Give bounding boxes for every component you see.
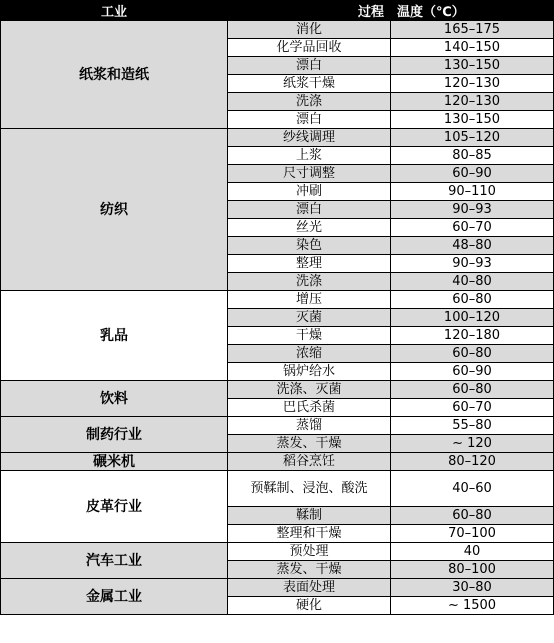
industry-cell: 金属工业: [1, 579, 228, 615]
table-row: [1, 291, 554, 309]
temperature-cell: 40–80: [391, 273, 554, 291]
temperature-cell: 55–80: [391, 417, 554, 435]
process-cell: 漂白: [228, 201, 391, 219]
table-row: [1, 21, 554, 39]
process-cell: 整理: [228, 255, 391, 273]
process-cell: 灭菌: [228, 309, 391, 327]
process-cell: 巴氏杀菌: [228, 399, 391, 417]
header-temperature: 温度（℃）: [391, 1, 554, 21]
temperature-cell: 60–80: [391, 345, 554, 363]
process-cell: 漂白: [228, 57, 391, 75]
table-row: [1, 579, 554, 597]
temperature-cell: 70–100: [391, 525, 554, 543]
process-cell: 干燥: [228, 327, 391, 345]
process-cell: 预处理: [228, 543, 391, 561]
process-cell: 蒸发、干燥: [228, 435, 391, 453]
process-cell: 洗涤: [228, 273, 391, 291]
process-cell: 尺寸调整: [228, 165, 391, 183]
temperature-cell: 90–110: [391, 183, 554, 201]
process-cell: 丝光: [228, 219, 391, 237]
temperature-cell: 30–80: [391, 579, 554, 597]
temperature-cell: ~ 120: [391, 435, 554, 453]
temperature-cell: 40–60: [391, 471, 554, 507]
temperature-cell: 60–80: [391, 291, 554, 309]
temperature-cell: 100–120: [391, 309, 554, 327]
temperature-cell: 90–93: [391, 255, 554, 273]
temperature-cell: 60–70: [391, 219, 554, 237]
process-cell: 表面处理: [228, 579, 391, 597]
temperature-cell: ~ 1500: [391, 597, 554, 615]
process-cell: 锅炉给水: [228, 363, 391, 381]
industry-cell: 纺织: [1, 129, 228, 291]
temperature-cell: 60–90: [391, 363, 554, 381]
process-cell: 鞣制: [228, 507, 391, 525]
header-process: 过程: [228, 1, 391, 21]
table-row: [1, 417, 554, 435]
process-cell: 预鞣制、浸泡、酸洗: [228, 471, 391, 507]
industry-cell: 制药行业: [1, 417, 228, 453]
process-cell: 整理和干燥: [228, 525, 391, 543]
industry-cell: 乳品: [1, 291, 228, 381]
process-cell: 蒸馏: [228, 417, 391, 435]
process-cell: 洗涤: [228, 93, 391, 111]
temperature-cell: 60–70: [391, 399, 554, 417]
industry-cell: 纸浆和造纸: [1, 21, 228, 129]
process-cell: 染色: [228, 237, 391, 255]
process-cell: 硬化: [228, 597, 391, 615]
process-cell: 上浆: [228, 147, 391, 165]
temperature-cell: 130–150: [391, 111, 554, 129]
process-cell: 浓缩: [228, 345, 391, 363]
process-cell: 增压: [228, 291, 391, 309]
temperature-cell: 80–85: [391, 147, 554, 165]
temperature-cell: 120–130: [391, 75, 554, 93]
table-row: [1, 471, 554, 507]
temperature-cell: 140–150: [391, 39, 554, 57]
temperature-cell: 105–120: [391, 129, 554, 147]
table-body: [1, 21, 554, 615]
industry-cell: 皮革行业: [1, 471, 228, 543]
temperature-cell: 48–80: [391, 237, 554, 255]
temperature-cell: 40: [391, 543, 554, 561]
header-row: [1, 1, 554, 21]
industry-cell: 汽车工业: [1, 543, 228, 579]
temperature-cell: 60–80: [391, 381, 554, 399]
header-industry: 工业: [1, 1, 228, 21]
temperature-cell: 60–90: [391, 165, 554, 183]
industry-cell: 碾米机: [1, 453, 228, 471]
process-cell: 稻谷烹饪: [228, 453, 391, 471]
table-row: [1, 129, 554, 147]
industry-cell: 饮料: [1, 381, 228, 417]
table-row: [1, 543, 554, 561]
temperature-cell: 80–120: [391, 453, 554, 471]
table-row: [1, 381, 554, 399]
temperature-cell: 60–80: [391, 507, 554, 525]
process-cell: 消化: [228, 21, 391, 39]
temperature-cell: 80–100: [391, 561, 554, 579]
table-row: [1, 453, 554, 471]
temperature-cell: 120–130: [391, 93, 554, 111]
temperature-cell: 165–175: [391, 21, 554, 39]
process-cell: 洗涤、灭菌: [228, 381, 391, 399]
temperature-cell: 130–150: [391, 57, 554, 75]
temperature-cell: 120–180: [391, 327, 554, 345]
temperature-cell: 90–93: [391, 201, 554, 219]
process-cell: 纱线调理: [228, 129, 391, 147]
process-cell: 纸浆干燥: [228, 75, 391, 93]
process-cell: 蒸发、干燥: [228, 561, 391, 579]
process-cell: 化学品回收: [228, 39, 391, 57]
process-cell: 漂白: [228, 111, 391, 129]
process-cell: 冲刷: [228, 183, 391, 201]
